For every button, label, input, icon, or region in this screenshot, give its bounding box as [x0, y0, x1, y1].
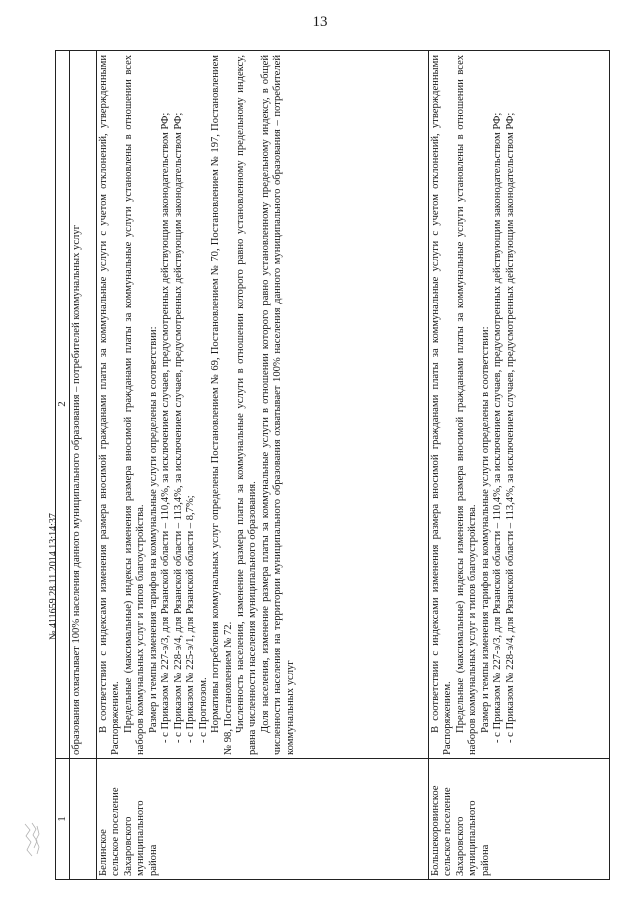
row-2-municipality: Большекоровинское сельское поселение Захаровского муниципального района	[430, 785, 491, 876]
paragraph: - с Приказом № 228-э/4, для Рязанской области – 113,4%, за исключением случаев, предусмотренных действующим законодательством РФ;	[504, 112, 516, 743]
paragraph: Нормативы потребления коммунальных услуг определены Постановлением № 69, Постановлением № 70, Постановлением № 197, Постановлением № 98, Постановлением № 72.	[210, 55, 234, 755]
row-divider	[428, 51, 429, 879]
row-1-description	[98, 55, 297, 755]
document-table	[55, 50, 610, 880]
paragraph: Численность населения, изменение размера платы за коммунальные услуги в отношении которого равно установленному предельному индексу, равна численности населения муниципального образования.	[234, 55, 259, 755]
paragraph: - с Приказом № 225-э/1, для Рязанской области – 8,7%;	[185, 495, 197, 743]
continuation-text: образования охватывает 100% населения данного муниципального образования – потребителей коммунальных услуг	[71, 225, 82, 755]
column-divider	[56, 758, 609, 759]
registration-stamp: № 411659 28.11.2014 13:14:37	[48, 513, 59, 640]
paragraph: В соответствии с индексами изменения размера вносимой гражданами платы за коммунальные услуги с учетом отклонений, утвержденными Распоряжением.	[430, 55, 454, 755]
row-2-description	[430, 55, 517, 755]
continuation-row-divider	[96, 51, 97, 879]
paragraph: Доля населения, изменение размера платы за коммунальные услуги в отношении которого равно установленному предельному индексу, в общей численности населения на территории муниципального образования охватывает 100% населения данного муниципального образования – потребителей коммунальных услуг	[259, 55, 296, 755]
paragraph: Предельные (максимальные) индексы изменения размера вносимой гражданами платы за коммунальные услуги установлены в отношении всех наборов коммунальных услуг и типов благоустройства.	[454, 55, 479, 755]
column-header-2: 2	[56, 401, 68, 407]
row-1-municipality: Белинское сельское поселение Захаровского муниципального района	[98, 787, 159, 876]
paragraph: - с Приказом № 228-э/4, для Рязанской области – 113,4%, за исключением случаев, предусмотренных действующим законодательством РФ;	[172, 112, 184, 743]
page-number: 13	[312, 14, 328, 30]
column-header-1: 1	[56, 816, 68, 822]
rotated-table-container	[55, 50, 610, 880]
paragraph: - с Приказом № 227-э/3, для Рязанской области – 110,4%, за исключением случаев, предусмотренных действующим законодательством РФ;	[492, 112, 504, 743]
header-row-divider	[69, 51, 70, 879]
paragraph: Размер и темпы изменения тарифов на коммунальные услуги определены в соответствии:	[479, 326, 491, 733]
paragraph: - с Прогнозом.	[197, 677, 209, 743]
paragraph: - с Приказом № 227-э/3, для Рязанской области – 110,4%, за исключением случаев, предусмотренных действующим законодательством РФ;	[160, 112, 172, 743]
paragraph: Размер и темпы изменения тарифов на коммунальные услуги определены в соответствии:	[147, 326, 159, 733]
seal-mark-icon	[22, 820, 42, 860]
paragraph: Предельные (максимальные) индексы изменения размера вносимой гражданами платы за коммунальные услуги установлены в отношении всех наборов коммунальных услуг и типов благоустройства.	[122, 55, 147, 755]
paragraph: В соответствии с индексами изменения размера вносимой гражданами платы за коммунальные услуги с учетом отклонений, утвержденными Распоряжением.	[98, 55, 122, 755]
